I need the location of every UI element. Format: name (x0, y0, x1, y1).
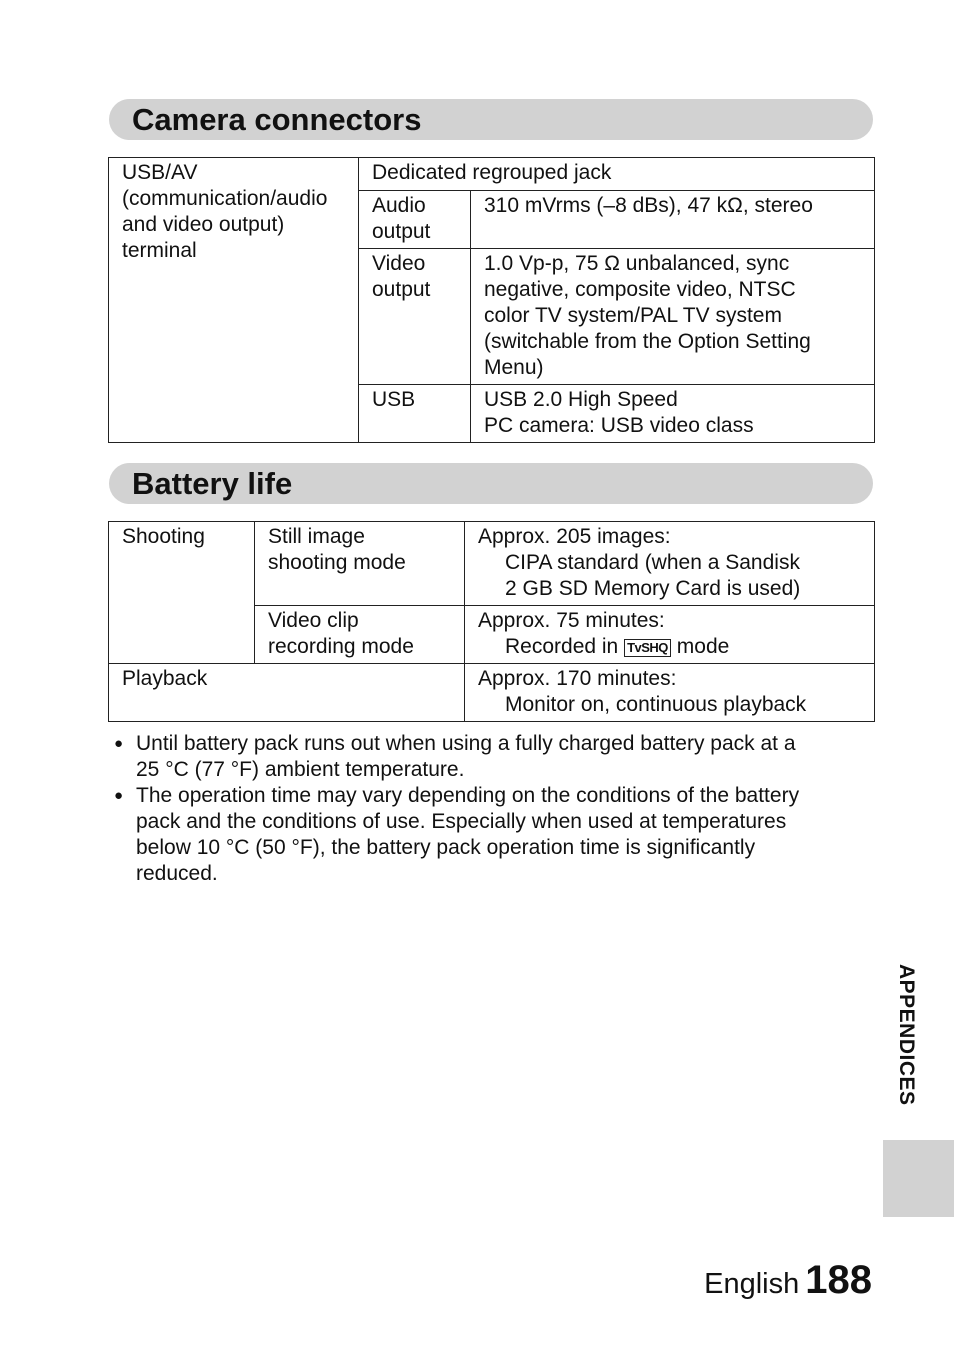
video-clip-mode-label: Video clip recording mode (255, 606, 465, 664)
section-title-battery-life: Battery life (132, 466, 293, 501)
audio-output-label: Audio output (359, 191, 471, 249)
video-clip-value: Approx. 75 minutes: Recorded in TvSHQ mode (465, 606, 875, 664)
usb-value: USB 2.0 High Speed PC camera: USB video class (471, 385, 875, 443)
dedicated-jack-cell: Dedicated regrouped jack (359, 158, 875, 191)
section-header-battery-life (109, 463, 873, 504)
usb-label: USB (359, 385, 471, 443)
battery-life-table (108, 521, 875, 722)
bullet-icon: ● (114, 735, 124, 752)
shooting-label: Shooting (109, 522, 255, 664)
tv-shq-mode-icon: TvSHQ (624, 639, 671, 657)
video-output-value: 1.0 Vp-p, 75 Ω unbalanced, sync negative, composite video, NTSC color TV system/PAL TV system (switchable from the Option Setting Menu) (471, 249, 875, 385)
list-item: ● The operation time may vary depending on the conditions of the battery pack and the conditions of use. Especially when used at temperatures below 10 °C (50 °F), the battery pack operation time is significantly reduced. (114, 784, 800, 885)
playback-value: Approx. 170 minutes: Monitor on, continuous playback (465, 664, 875, 722)
video-output-label: Video output (359, 249, 471, 385)
appendices-side-label: APPENDICES (895, 964, 918, 1106)
page-footer (704, 1258, 872, 1303)
bullet-icon: ● (114, 787, 124, 804)
table-row (109, 158, 875, 191)
still-image-value: Approx. 205 images: CIPA standard (when a Sandisk 2 GB SD Memory Card is used) (465, 522, 875, 606)
camera-connectors-table (108, 157, 875, 443)
table-row (109, 522, 875, 606)
page-number: 188 (805, 1258, 872, 1302)
section-header-camera-connectors (109, 99, 873, 140)
table-row (109, 664, 875, 722)
still-image-mode-label: Still image shooting mode (255, 522, 465, 606)
audio-output-value: 310 mVrms (–8 dBs), 47 kΩ, stereo (471, 191, 875, 249)
side-tab-marker (883, 1140, 954, 1217)
section-title-camera-connectors: Camera connectors (132, 102, 422, 137)
footer-language: English (704, 1268, 800, 1300)
usb-av-terminal-label: USB/AV (communication/audio and video output) terminal (109, 158, 359, 443)
notes-list (112, 731, 857, 887)
list-item: ● Until battery pack runs out when using a fully charged battery pack at a 25 °C (77 °F) ambient temperature. (114, 732, 796, 781)
playback-label: Playback (109, 664, 465, 722)
